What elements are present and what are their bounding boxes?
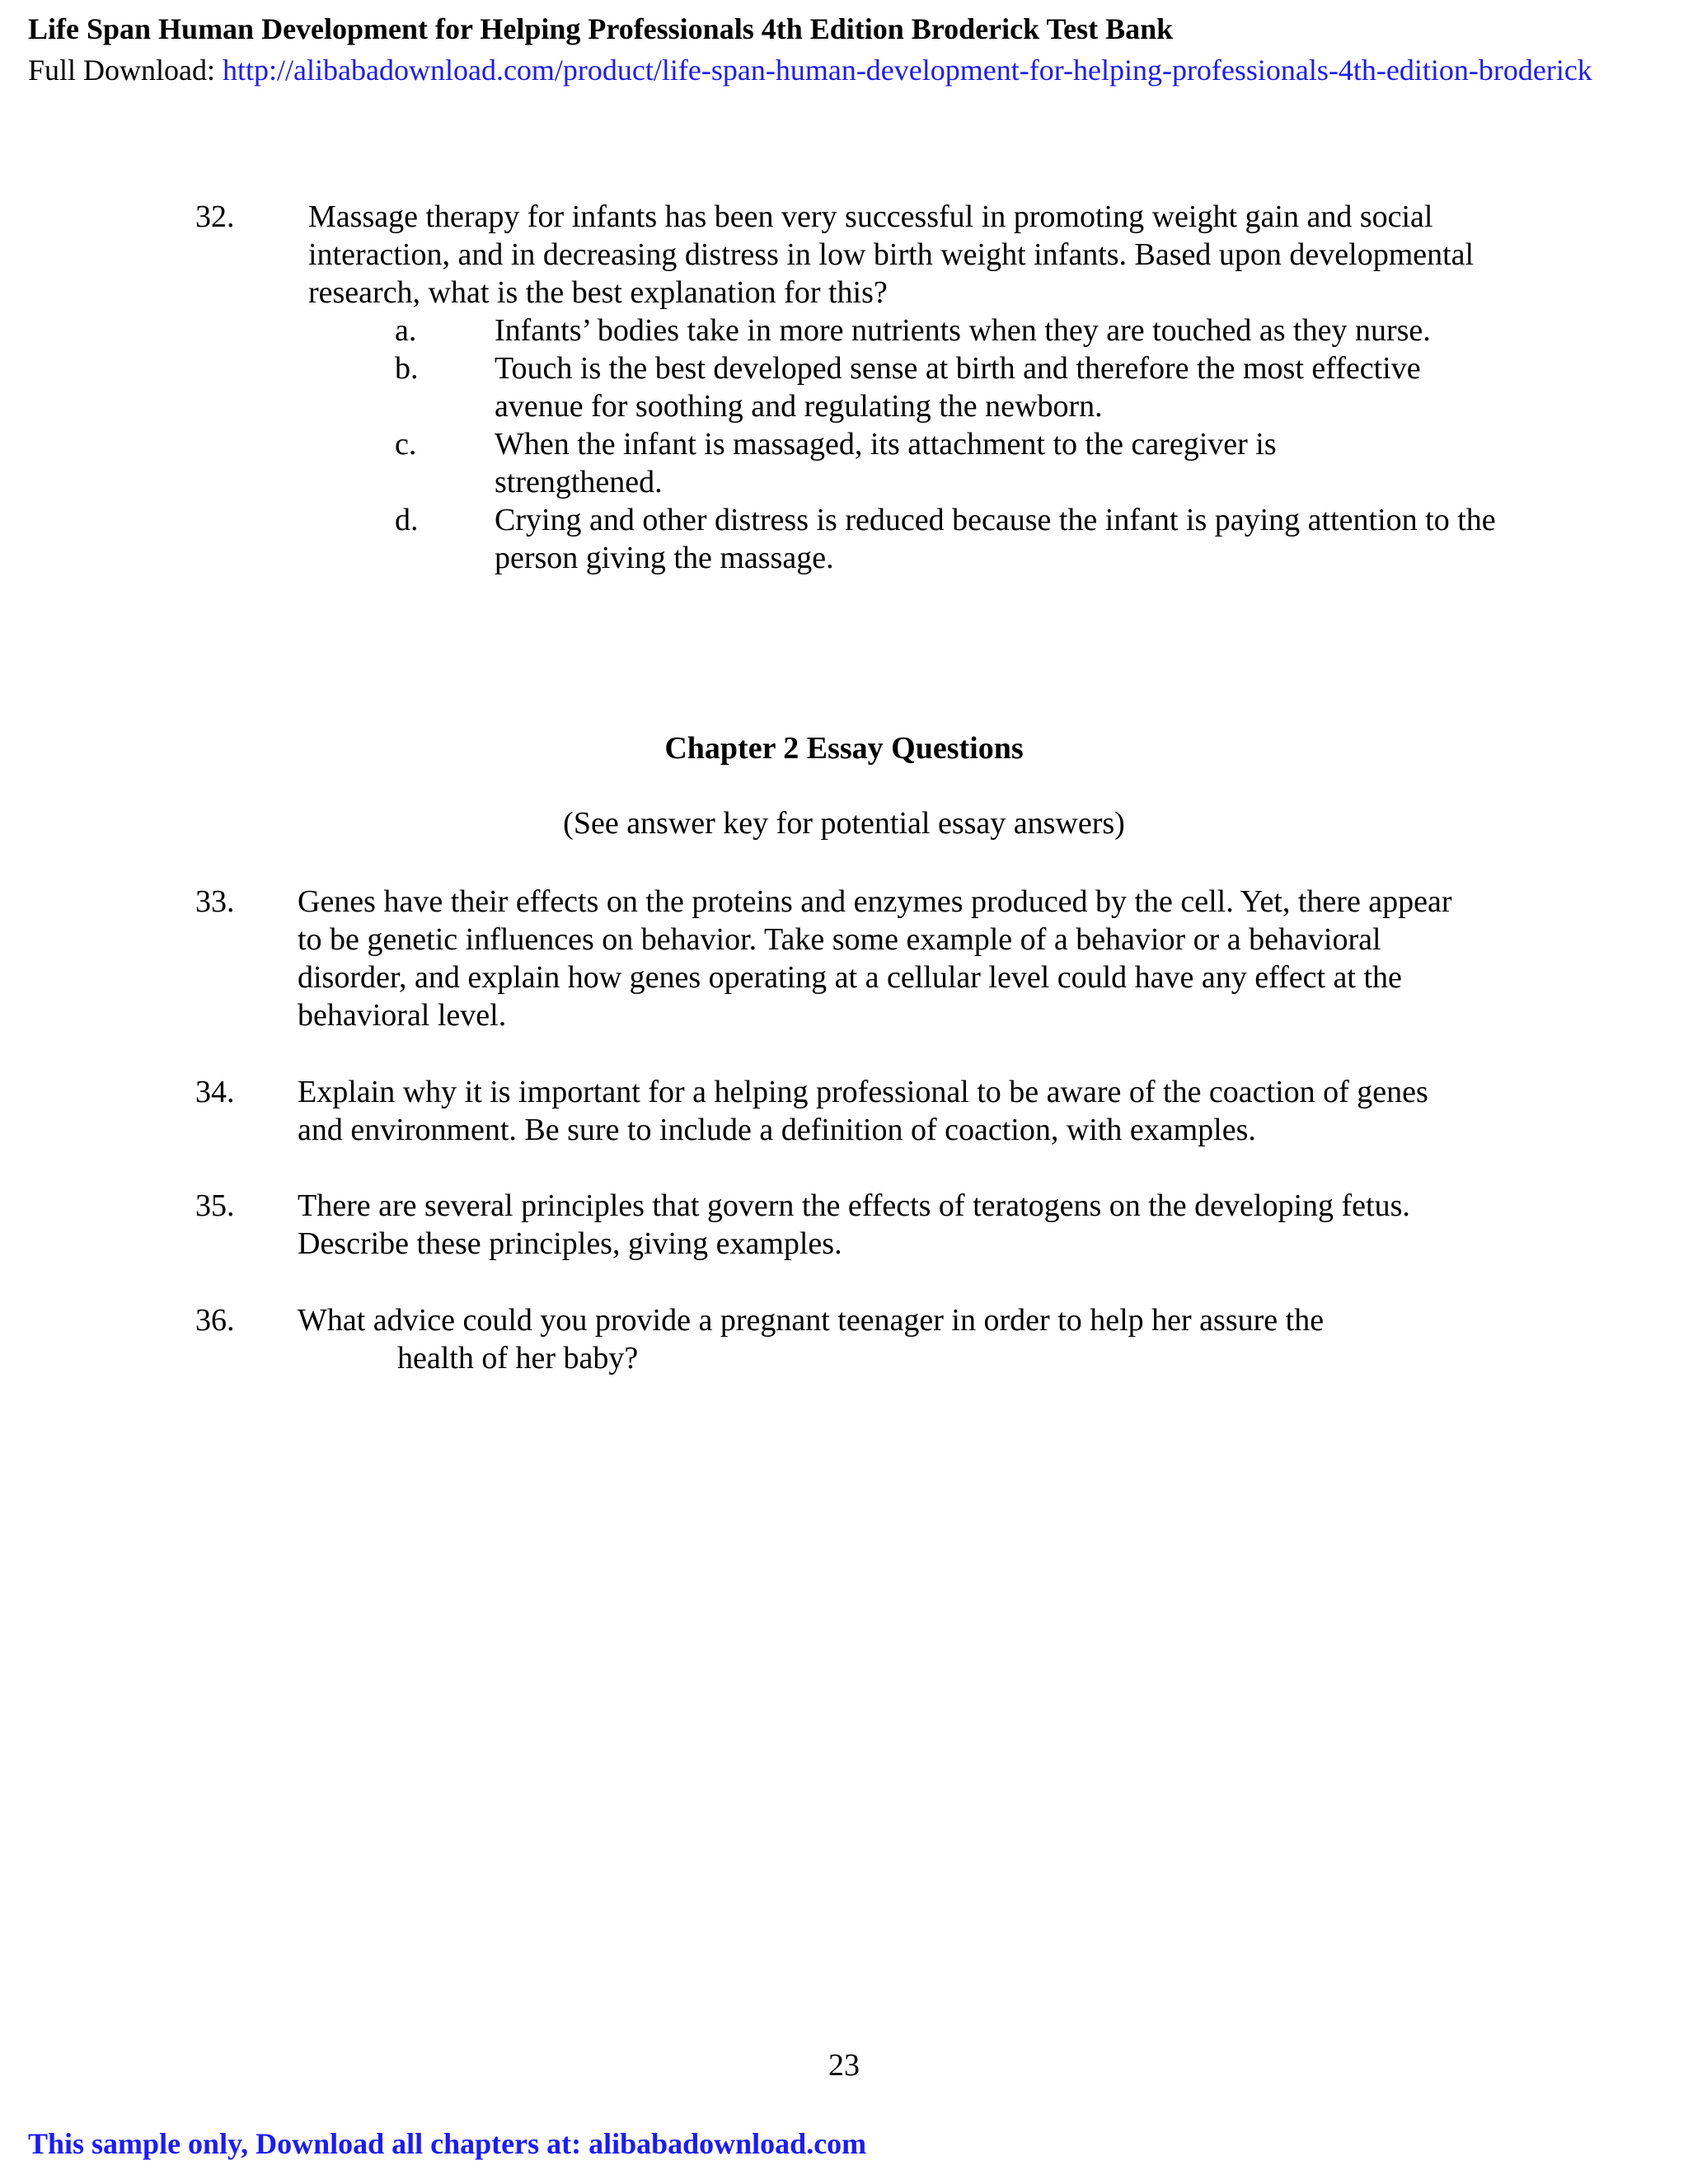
question-text: Genes have their effects on the proteins and enzymes produced by the cell. Yet, there appear to be genetic influences on behavior. Take some example of a behavior or a behavioral disorder, and explain how genes operating at a cellular level could have any effect at the behavioral level. (298, 884, 1452, 1033)
download-link[interactable]: http://alibabadownload.com/product/life-span-human-development-for-helping-professionals-4th-edition-broderick (223, 54, 1592, 87)
question-number: 33. (195, 884, 235, 919)
question-text-line-1: What advice could you provide a pregnant teenager in order to help her assure the (298, 1303, 1325, 1338)
page-number: 23 (828, 2048, 860, 2083)
full-download-line (28, 53, 1688, 87)
section-heading: Chapter 2 Essay Questions (664, 731, 1024, 766)
question-number: 36. (195, 1303, 235, 1338)
question-text-line-2: health of her baby? (397, 1341, 639, 1376)
question-number: 34. (195, 1075, 235, 1109)
option-text: When the infant is massaged, its attachment to the caregiver is strengthened. (495, 427, 1277, 499)
option-letter: a. (395, 313, 417, 348)
question-text (298, 1301, 1468, 1377)
download-label: Full Download: (28, 54, 223, 87)
option-letter: c. (395, 427, 417, 462)
footer-download-note[interactable]: This sample only, Download all chapters at: alibabadownload.com (28, 2127, 867, 2160)
option-text: Touch is the best developed sense at birth and therefore the most effective avenue for soothing and regulating the newborn. (495, 351, 1421, 424)
option-text: Infants’ bodies take in more nutrients when they are touched as they nurse. (495, 313, 1431, 348)
option-letter: d. (395, 503, 419, 537)
question-number: 35. (195, 1188, 235, 1223)
question-number: 32. (195, 199, 235, 234)
option-text: Crying and other distress is reduced because the infant is paying attention to the person giving the massage. (495, 503, 1496, 575)
document-title: Life Span Human Development for Helping Professionals 4th Edition Broderick Test Bank (28, 12, 1174, 45)
question-text: There are several principles that govern the effects of teratogens on the developing fetus. Describe these principles, giving examples. (298, 1188, 1410, 1261)
question-text: Explain why it is important for a helping professional to be aware of the coaction of genes and environment. Be sure to include a definition of coaction, with examples. (298, 1075, 1428, 1147)
section-note: (See answer key for potential essay answers) (563, 806, 1125, 841)
option-letter: b. (395, 351, 419, 386)
question-text: Massage therapy for infants has been very successful in promoting weight gain and social interaction, and in decreasing distress in low birth weight infants. Based upon developmental research, what is the best explanation for this? (308, 199, 1475, 310)
